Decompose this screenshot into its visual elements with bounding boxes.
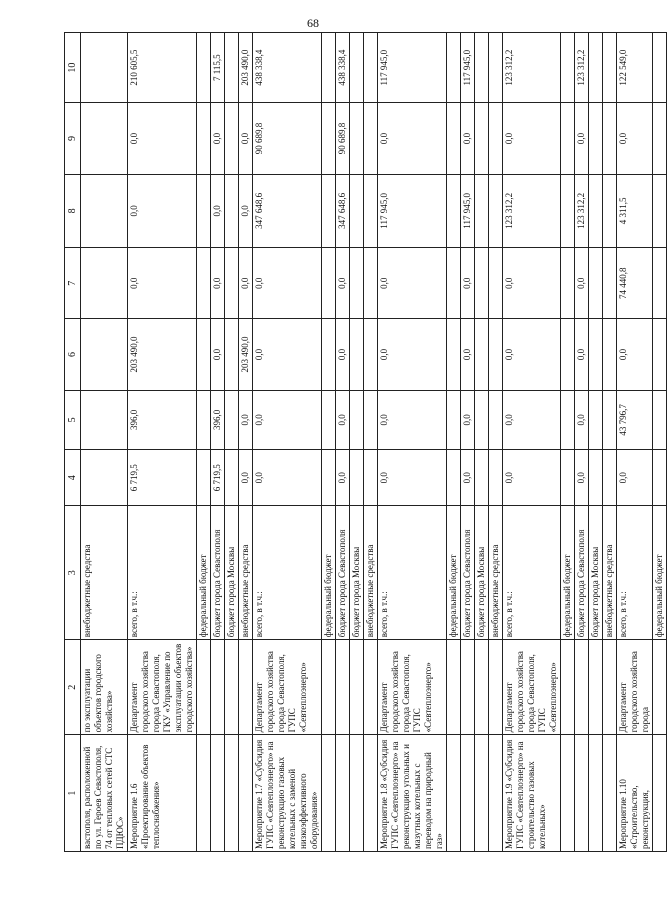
cell-col4: 0,0 (336, 450, 350, 506)
cell-col8 (81, 174, 128, 247)
cell-col10 (197, 33, 211, 103)
cell-col2: Департамент городского хозяйства города Севастополя, ГУПС «Севтеплоэнерго» (378, 640, 447, 735)
cell-col5: 0,0 (239, 390, 253, 449)
cell-col2 (211, 640, 225, 735)
cell-col6 (350, 319, 364, 390)
cell-col7 (322, 248, 336, 319)
cell-col7 (589, 248, 603, 319)
table-body (81, 33, 667, 852)
cell-col9 (81, 103, 128, 174)
cell-col5 (603, 390, 617, 449)
cell-col5 (489, 390, 503, 449)
cell-col6 (589, 319, 603, 390)
cell-col3: федеральный бюджет (561, 506, 575, 640)
cell-col2 (336, 640, 350, 735)
cell-col8: 347 648,6 (336, 174, 350, 247)
cell-col3: бюджет города Москвы (475, 506, 489, 640)
cell-col5 (653, 390, 667, 449)
cell-col8 (197, 174, 211, 247)
cell-col2: Департамент городского хозяйства города Севастополя, ГУПС «Севтеплоэнерго» (253, 640, 322, 735)
cell-col7 (225, 248, 239, 319)
cell-col9: 0,0 (211, 103, 225, 174)
cell-col2 (197, 640, 211, 735)
table-row (489, 33, 503, 852)
column-header: 4 (65, 450, 81, 506)
cell-col5 (475, 390, 489, 449)
column-header: 6 (65, 319, 81, 390)
cell-col9 (589, 103, 603, 174)
cell-col5 (197, 390, 211, 449)
cell-col2 (461, 640, 475, 735)
table-row (211, 33, 225, 852)
cell-col4 (322, 450, 336, 506)
table-row (617, 33, 653, 852)
cell-col1 (336, 735, 350, 852)
cell-col1 (225, 735, 239, 852)
cell-col5 (225, 390, 239, 449)
table-row (575, 33, 589, 852)
cell-col4: 0,0 (253, 450, 322, 506)
cell-col3: внебюджетные средства (239, 506, 253, 640)
table-row (461, 33, 475, 852)
budget-table (64, 32, 667, 852)
cell-col6 (447, 319, 461, 390)
cell-col4 (603, 450, 617, 506)
cell-col6 (603, 319, 617, 390)
cell-col2 (350, 640, 364, 735)
table-row (503, 33, 561, 852)
cell-col8 (447, 174, 461, 247)
cell-col6: 0,0 (575, 319, 589, 390)
cell-col1: Мероприятие 1.9 «Субсидия ГУПС «Севтеплоэнерго» на строительство газовых котельных» (503, 735, 561, 852)
cell-col3: бюджет города Москвы (350, 506, 364, 640)
table-row (603, 33, 617, 852)
cell-col3: федеральный бюджет (447, 506, 461, 640)
cell-col10: 7 115,5 (211, 33, 225, 103)
cell-col9: 0,0 (617, 103, 653, 174)
cell-col6: 0,0 (336, 319, 350, 390)
cell-col2: Департамент городского хозяйства города Севастополя, ГУПС «Севтеплоэнерго» (503, 640, 561, 735)
cell-col4: 0,0 (575, 450, 589, 506)
page-number: 68 (307, 16, 319, 30)
cell-col8: 0,0 (211, 174, 225, 247)
cell-col10: 117 945,0 (461, 33, 475, 103)
cell-col10: 203 490,0 (239, 33, 253, 103)
cell-col5 (447, 390, 461, 449)
cell-col10 (81, 33, 128, 103)
cell-col4 (225, 450, 239, 506)
cell-col7 (350, 248, 364, 319)
cell-col3: всего, в т.ч.: (503, 506, 561, 640)
cell-col8 (561, 174, 575, 247)
cell-col4: 0,0 (378, 450, 447, 506)
cell-col10: 123 312,2 (503, 33, 561, 103)
cell-col10 (475, 33, 489, 103)
cell-col9 (322, 103, 336, 174)
cell-col9 (653, 103, 667, 174)
cell-col4: 0,0 (503, 450, 561, 506)
table-row (239, 33, 253, 852)
cell-col7 (447, 248, 461, 319)
cell-col5: 0,0 (378, 390, 447, 449)
cell-col1: Мероприятие 1.7 «Субсидия ГУПС «Севтеплоэнерго» на реконструкцию газовых котельных с заменой низкоэффективного оборудования» (253, 735, 322, 852)
cell-col6: 0,0 (378, 319, 447, 390)
cell-col3: внебюджетные средства (489, 506, 503, 640)
table-row (81, 33, 128, 852)
cell-col7: 0,0 (253, 248, 322, 319)
cell-col7: 0,0 (503, 248, 561, 319)
cell-col7: 0,0 (239, 248, 253, 319)
cell-col1: вастополя, расположенной по ул. Героев Севастополя, 74 от тепловых сетей СТС ПДЮС» (81, 735, 128, 852)
column-header: 1 (65, 735, 81, 852)
cell-col9 (350, 103, 364, 174)
cell-col3: всего, в т.ч.: (378, 506, 447, 640)
cell-col4: 0,0 (239, 450, 253, 506)
cell-col4 (475, 450, 489, 506)
cell-col8: 123 312,2 (575, 174, 589, 247)
cell-col9: 90 689,8 (336, 103, 350, 174)
cell-col6 (364, 319, 378, 390)
cell-col6: 0,0 (253, 319, 322, 390)
cell-col8 (603, 174, 617, 247)
cell-col1 (475, 735, 489, 852)
cell-col4: 0,0 (617, 450, 653, 506)
cell-col1 (447, 735, 461, 852)
cell-col10 (489, 33, 503, 103)
cell-col2 (447, 640, 461, 735)
cell-col7: 0,0 (336, 248, 350, 319)
cell-col4 (447, 450, 461, 506)
cell-col1 (350, 735, 364, 852)
cell-col3: федеральный бюджет (197, 506, 211, 640)
cell-col5: 396,0 (211, 390, 225, 449)
cell-col10 (447, 33, 461, 103)
cell-col2: Департамент городского хозяйства города (617, 640, 653, 735)
cell-col7: 0,0 (575, 248, 589, 319)
cell-col1 (461, 735, 475, 852)
cell-col6: 0,0 (503, 319, 561, 390)
header-row (65, 33, 81, 852)
cell-col8: 117 945,0 (378, 174, 447, 247)
cell-col6: 0,0 (461, 319, 475, 390)
cell-col1 (653, 735, 667, 852)
cell-col4 (197, 450, 211, 506)
cell-col3: бюджет города Севастополя (575, 506, 589, 640)
cell-col9 (489, 103, 503, 174)
column-header: 10 (65, 33, 81, 103)
table-row (128, 33, 197, 852)
cell-col3: всего, в т.ч.: (253, 506, 322, 640)
cell-col1 (364, 735, 378, 852)
cell-col5: 396,0 (128, 390, 197, 449)
cell-col10: 122 549,0 (617, 33, 653, 103)
column-header: 5 (65, 390, 81, 449)
cell-col5 (364, 390, 378, 449)
cell-col10 (350, 33, 364, 103)
cell-col3: бюджет города Севастополя (336, 506, 350, 640)
cell-col2 (239, 640, 253, 735)
cell-col7 (653, 248, 667, 319)
rotated-table-wrapper (64, 32, 664, 852)
cell-col3: федеральный бюджет (653, 506, 667, 640)
cell-col6: 0,0 (211, 319, 225, 390)
cell-col8 (489, 174, 503, 247)
cell-col9: 0,0 (239, 103, 253, 174)
cell-col4 (489, 450, 503, 506)
cell-col9 (475, 103, 489, 174)
cell-col1 (589, 735, 603, 852)
cell-col2 (489, 640, 503, 735)
cell-col1 (322, 735, 336, 852)
table-row (447, 33, 461, 852)
table-row (364, 33, 378, 852)
cell-col10 (225, 33, 239, 103)
table-row (197, 33, 211, 852)
cell-col5: 0,0 (336, 390, 350, 449)
cell-col9 (561, 103, 575, 174)
cell-col9 (197, 103, 211, 174)
table-row (589, 33, 603, 852)
cell-col5: 0,0 (253, 390, 322, 449)
cell-col9: 0,0 (461, 103, 475, 174)
cell-col10: 117 945,0 (378, 33, 447, 103)
cell-col8: 4 311,5 (617, 174, 653, 247)
cell-col7: 0,0 (378, 248, 447, 319)
table-row (561, 33, 575, 852)
cell-col7: 74 440,8 (617, 248, 653, 319)
cell-col4 (653, 450, 667, 506)
table-row (225, 33, 239, 852)
cell-col7: 0,0 (461, 248, 475, 319)
cell-col2: Департамент городского хозяйства города Севастополя, ГКУ «Управление по эксплуатации объектов городского хозяйства» (128, 640, 197, 735)
cell-col4: 6 719,5 (211, 450, 225, 506)
cell-col5 (589, 390, 603, 449)
cell-col2 (475, 640, 489, 735)
cell-col6 (81, 319, 128, 390)
column-header: 2 (65, 640, 81, 735)
cell-col4 (561, 450, 575, 506)
cell-col1: Мероприятие 1.6 «Проектирование объектов теплоснабжения» (128, 735, 197, 852)
cell-col9: 0,0 (503, 103, 561, 174)
cell-col1 (197, 735, 211, 852)
cell-col6 (475, 319, 489, 390)
cell-col4: 6 719,5 (128, 450, 197, 506)
cell-col10: 210 605,5 (128, 33, 197, 103)
cell-col5: 0,0 (461, 390, 475, 449)
cell-col2: по эксплуатации объектов городского хозяйства» (81, 640, 128, 735)
cell-col3: внебюджетные средства (81, 506, 128, 640)
cell-col7 (489, 248, 503, 319)
cell-col3: всего, в т.ч.: (128, 506, 197, 640)
cell-col4 (350, 450, 364, 506)
table-row (322, 33, 336, 852)
table-row (253, 33, 322, 852)
column-header: 3 (65, 506, 81, 640)
cell-col7: 0,0 (128, 248, 197, 319)
cell-col3: бюджет города Севастополя (211, 506, 225, 640)
cell-col5: 0,0 (503, 390, 561, 449)
table-row (350, 33, 364, 852)
cell-col8 (364, 174, 378, 247)
cell-col6: 203 490,0 (239, 319, 253, 390)
cell-col5: 43 796,7 (617, 390, 653, 449)
cell-col8 (653, 174, 667, 247)
cell-col1 (603, 735, 617, 852)
cell-col1: Мероприятие 1.10 «Строительство, реконструкция, (617, 735, 653, 852)
cell-col9: 90 689,8 (253, 103, 322, 174)
cell-col6 (561, 319, 575, 390)
cell-col8 (589, 174, 603, 247)
cell-col4 (81, 450, 128, 506)
table-row (653, 33, 667, 852)
cell-col8 (322, 174, 336, 247)
cell-col2 (575, 640, 589, 735)
cell-col10: 438 338,4 (253, 33, 322, 103)
cell-col1: Мероприятие 1.8 «Субсидия ГУПС «Севтеплоэнерго» на реконструкцию угольных и мазутных котельных с переводом на природный газ» (378, 735, 447, 852)
cell-col9 (447, 103, 461, 174)
cell-col10 (322, 33, 336, 103)
cell-col6: 0,0 (617, 319, 653, 390)
cell-col8 (225, 174, 239, 247)
cell-col7 (364, 248, 378, 319)
cell-col2 (603, 640, 617, 735)
cell-col2 (364, 640, 378, 735)
cell-col6 (322, 319, 336, 390)
cell-col3: всего, в т.ч.: (617, 506, 653, 640)
cell-col7 (561, 248, 575, 319)
cell-col7 (81, 248, 128, 319)
cell-col9: 0,0 (128, 103, 197, 174)
cell-col9 (225, 103, 239, 174)
cell-col8: 0,0 (128, 174, 197, 247)
cell-col3: внебюджетные средства (603, 506, 617, 640)
cell-col5 (322, 390, 336, 449)
cell-col10 (653, 33, 667, 103)
cell-col3: федеральный бюджет (322, 506, 336, 640)
cell-col10: 123 312,2 (575, 33, 589, 103)
cell-col10 (589, 33, 603, 103)
rotated-table-container (64, 32, 664, 852)
cell-col9 (364, 103, 378, 174)
cell-col1 (575, 735, 589, 852)
cell-col5 (350, 390, 364, 449)
cell-col7 (197, 248, 211, 319)
table-row (378, 33, 447, 852)
cell-col5: 0,0 (575, 390, 589, 449)
cell-col8: 123 312,2 (503, 174, 561, 247)
cell-col8: 347 648,6 (253, 174, 322, 247)
cell-col6 (197, 319, 211, 390)
cell-col10 (364, 33, 378, 103)
cell-col10 (603, 33, 617, 103)
cell-col1 (211, 735, 225, 852)
cell-col8 (350, 174, 364, 247)
cell-col4 (589, 450, 603, 506)
cell-col9 (603, 103, 617, 174)
cell-col10: 438 338,4 (336, 33, 350, 103)
cell-col6 (653, 319, 667, 390)
cell-col5 (561, 390, 575, 449)
table-row (475, 33, 489, 852)
column-header: 8 (65, 174, 81, 247)
cell-col8: 117 945,0 (461, 174, 475, 247)
cell-col2 (589, 640, 603, 735)
cell-col6 (225, 319, 239, 390)
cell-col2 (561, 640, 575, 735)
cell-col1 (489, 735, 503, 852)
column-header: 9 (65, 103, 81, 174)
cell-col9: 0,0 (575, 103, 589, 174)
cell-col4: 0,0 (461, 450, 475, 506)
cell-col10 (561, 33, 575, 103)
cell-col7 (475, 248, 489, 319)
cell-col2 (225, 640, 239, 735)
cell-col5 (81, 390, 128, 449)
cell-col3: бюджет города Москвы (589, 506, 603, 640)
cell-col2 (653, 640, 667, 735)
cell-col6 (489, 319, 503, 390)
column-header: 7 (65, 248, 81, 319)
cell-col1 (561, 735, 575, 852)
cell-col8: 0,0 (239, 174, 253, 247)
cell-col2 (322, 640, 336, 735)
table-row (336, 33, 350, 852)
cell-col3: бюджет города Москвы (225, 506, 239, 640)
cell-col8 (475, 174, 489, 247)
cell-col3: внебюджетные средства (364, 506, 378, 640)
cell-col9: 0,0 (378, 103, 447, 174)
cell-col7 (603, 248, 617, 319)
cell-col1 (239, 735, 253, 852)
cell-col7: 0,0 (211, 248, 225, 319)
cell-col6: 203 490,0 (128, 319, 197, 390)
cell-col4 (364, 450, 378, 506)
cell-col3: бюджет города Севастополя (461, 506, 475, 640)
